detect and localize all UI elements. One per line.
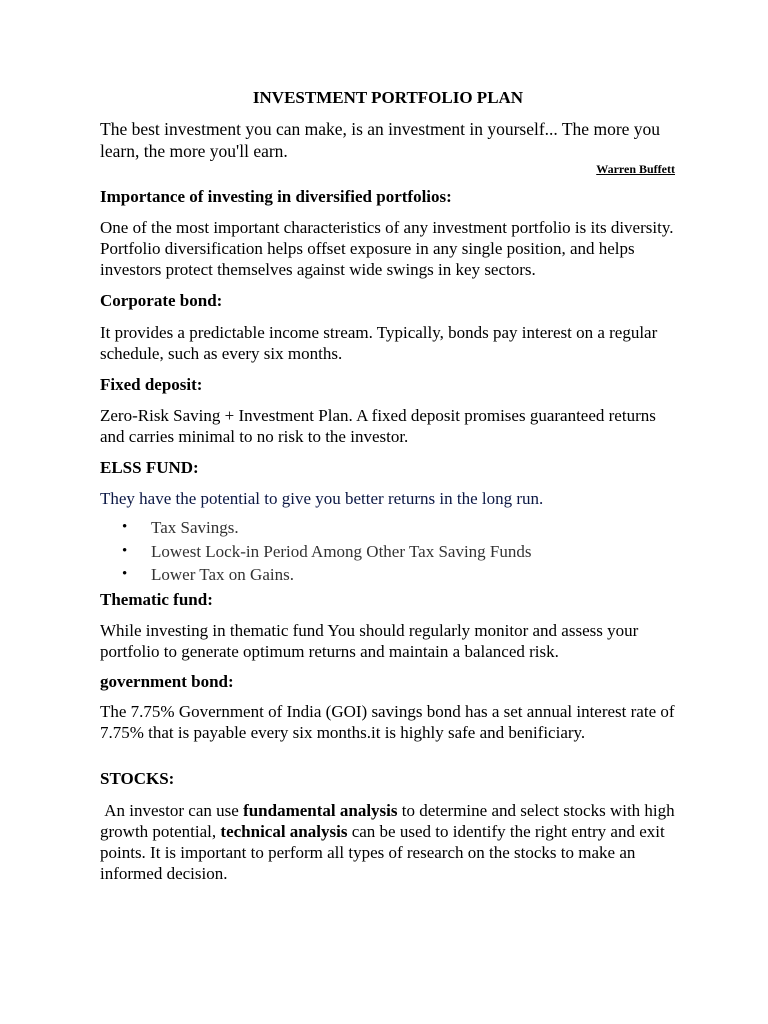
document-title: INVESTMENT PORTFOLIO PLAN bbox=[252, 88, 524, 107]
corporate-bond-heading: Corporate bond: bbox=[100, 291, 223, 310]
diversified-text: One of the most important characteristics of any investment portfolio is its diversity. Portfolio diversification helps offset exposure in any single position, and helps investors protect themselves against wide swings in key sectors. bbox=[100, 218, 674, 279]
list-item: • Lower Tax on Gains. bbox=[100, 563, 660, 587]
fundamental-analysis-term: fundamental analysis bbox=[243, 801, 398, 820]
stocks-text-part: can be used to identify the right entry and exit points. It is important to perform all types of research on the stocks to make an informed decision. bbox=[100, 822, 669, 883]
fixed-deposit-text: Zero-Risk Saving + Investment Plan. A fixed deposit promises guaranteed returns and carries minimal to no risk to the investor. bbox=[100, 406, 656, 446]
quote-author: Warren Buffett bbox=[596, 162, 675, 176]
elss-heading: ELSS FUND: bbox=[100, 458, 199, 477]
thematic-text: While investing in thematic fund You should regularly monitor and assess your portfolio to generate optimum returns and maintain a balanced risk. bbox=[100, 621, 639, 661]
thematic-heading: Thematic fund: bbox=[100, 590, 213, 609]
fixed-deposit-heading: Fixed deposit: bbox=[100, 375, 203, 394]
technical-analysis-term: technical analysis bbox=[220, 822, 348, 841]
stocks-text-part: to determine and select stocks with high growth potential, bbox=[100, 801, 679, 841]
list-item: • Tax Savings. bbox=[100, 516, 660, 540]
opening-quote: The best investment you can make, is an investment in yourself... The more you learn, the more you'll earn. bbox=[100, 119, 661, 161]
elss-text: They have the potential to give you better returns in the long run. bbox=[100, 489, 544, 508]
list-item: • Lowest Lock-in Period Among Other Tax Saving Funds bbox=[100, 540, 660, 564]
corporate-bond-text: It provides a predictable income stream. Typically, bonds pay interest on a regular schedule, such as every six months. bbox=[100, 323, 658, 363]
diversified-heading: Importance of investing in diversified portfolios: bbox=[100, 187, 452, 206]
elss-benefits-list bbox=[100, 516, 660, 587]
stocks-heading: STOCKS: bbox=[100, 769, 175, 788]
stocks-text-part: An investor can use bbox=[100, 801, 244, 820]
government-bond-heading: government bond: bbox=[100, 672, 234, 691]
stocks-text bbox=[100, 800, 680, 884]
government-bond-text: The 7.75% Government of India (GOI) savings bond has a set annual interest rate of 7.75% that is payable every six months.it is highly safe and benificiary. bbox=[100, 702, 675, 742]
